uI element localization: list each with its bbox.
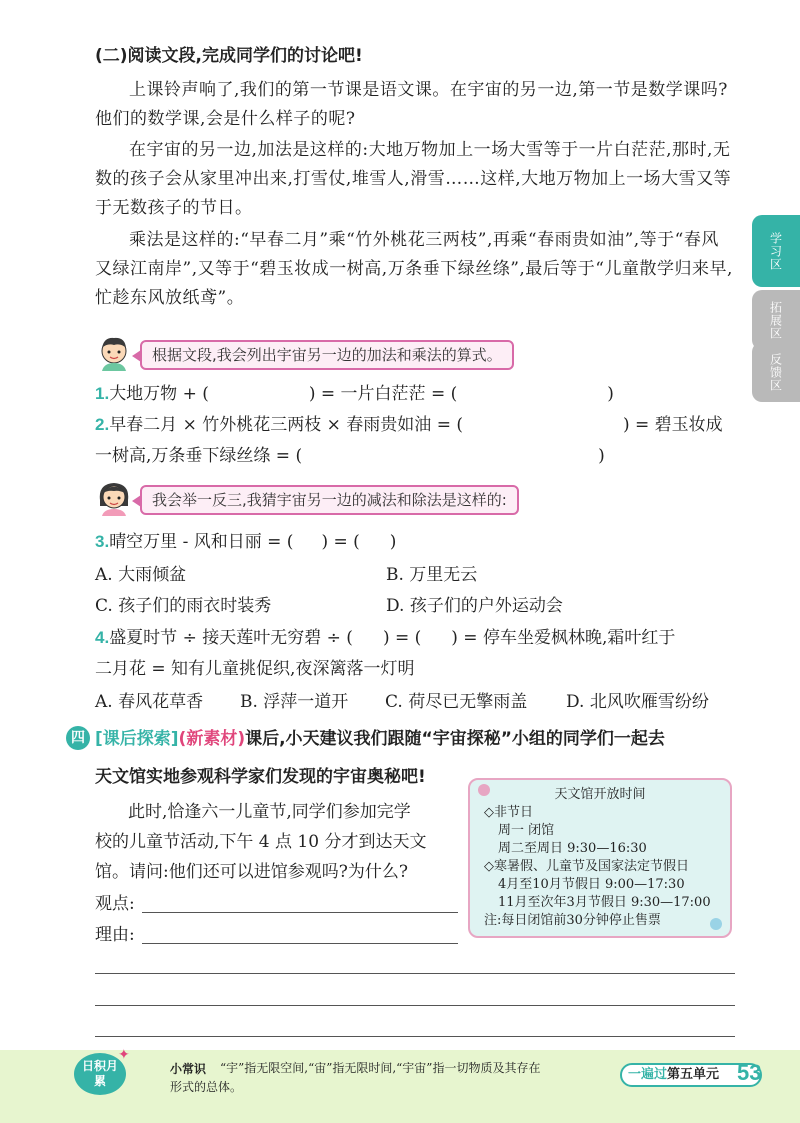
- notice-line: 注:每日闭馆前30分钟停止售票: [484, 913, 661, 928]
- section-4-title: [课后探索](新素材)课后,小天建议我们跟随“宇宙探秘”小组的同学们一起去: [95, 729, 665, 749]
- question-2-line2: 一树高,万条垂下绿丝绦 = ( ): [95, 446, 605, 466]
- notice-line: 周一 闭馆: [498, 823, 555, 838]
- question-1: 1.大地万物 + ( ) = 一片白茫茫 = ( ): [95, 384, 614, 404]
- notice-line: 11月至次年3月节假日 9:30—17:00: [498, 895, 711, 910]
- notice-pin-icon: [478, 784, 490, 796]
- notice-line: 周二至周日 9:30—16:30: [498, 841, 647, 856]
- answer-line-3[interactable]: [95, 1036, 735, 1037]
- q4-option-b[interactable]: B. 浮萍一道开: [240, 692, 349, 712]
- q3-option-b[interactable]: B. 万里无云: [386, 565, 478, 585]
- question-4: 4.盛夏时节 ÷ 接天莲叶无穷碧 ÷ ( ) = ( ) = 停车坐爱枫林晚,霜叶红于: [95, 628, 676, 648]
- answer-line-2[interactable]: [95, 1005, 735, 1006]
- notice-title: 天文馆开放时间: [554, 787, 646, 802]
- question-3: 3.晴空万里 - 风和日丽 = ( ) = ( ): [95, 532, 397, 552]
- q4-option-d[interactable]: D. 北风吹雁雪纷纷: [566, 692, 709, 712]
- notice-pin-icon: [710, 918, 722, 930]
- hint-bubble-1: 根据文段,我会列出宇宙另一边的加法和乘法的算式。: [140, 340, 514, 370]
- q4-option-c[interactable]: C. 荷尽已无擎雨盖: [385, 692, 528, 712]
- section-4-title-line2: 天文馆实地参观科学家们发现的宇宙奥秘吧!: [95, 767, 426, 787]
- planetarium-hours-card: [468, 778, 732, 938]
- notice-line: 4月至10月节假日 9:00—17:30: [498, 877, 685, 892]
- notice-line: ◇寒暑假、儿童节及国家法定节假日: [484, 859, 689, 874]
- paragraph-2: 在宇宙的另一边,加法是这样的:大地万物加上一场大雪等于一片白茫茫,那时,无数的孩子会从家里冲出来,打雪仗,堆雪人,滑雪……这样,大地万物加上一场大雪又等于无数孩子的节日。: [95, 140, 732, 218]
- brand-badge: 一遍过第五单元: [620, 1063, 762, 1087]
- tab-study[interactable]: 学习区: [752, 215, 800, 287]
- q3-option-a[interactable]: A. 大雨倾盆: [95, 565, 187, 585]
- boy-avatar-icon: [94, 333, 134, 371]
- section-4-badge: 四: [66, 726, 90, 750]
- new-material-tag: (新素材): [178, 729, 246, 749]
- q4-option-a[interactable]: A. 春风花草香: [95, 692, 204, 712]
- answer-line-1[interactable]: [95, 973, 735, 974]
- question-4-line2: 二月花 = 知有儿童挑促织,夜深篱落一灯明: [95, 659, 415, 679]
- view-answer-line[interactable]: [142, 912, 458, 913]
- section-4-body-2: 校的儿童节活动,下午 4 点 10 分才到达天文: [95, 832, 427, 852]
- reason-answer-line[interactable]: [142, 943, 458, 944]
- tip-label: 小常识: [170, 1062, 207, 1076]
- tip-text-1: “宇”指无限空间,“宙”指无限时间,“宇宙”指一切物质及其存在: [220, 1061, 541, 1075]
- girl-avatar-icon: [94, 478, 134, 516]
- footer-logo: 日积月累: [74, 1053, 126, 1095]
- section-4-body-1: 此时,恰逢六一儿童节,同学们参加完学: [128, 802, 411, 822]
- view-label: 观点:: [95, 894, 135, 914]
- paragraph-1: 上课铃声响了,我们的第一节课是语文课。在宇宙的另一边,第一节是数学课吗?他们的数学课,会是什么样子的呢?: [95, 80, 728, 129]
- notice-line: ◇非节日: [484, 805, 533, 820]
- sparkle-icon: ✦: [118, 1047, 130, 1063]
- section-title: (二)阅读文段,完成同学们的讨论吧!: [95, 46, 363, 66]
- tab-expand[interactable]: 拓展区: [752, 290, 800, 350]
- reason-label: 理由:: [95, 925, 135, 945]
- q3-option-c[interactable]: C. 孩子们的雨衣时装秀: [95, 596, 272, 616]
- q3-option-d[interactable]: D. 孩子们的户外运动会: [386, 596, 563, 616]
- explore-tag: [课后探索]: [95, 729, 179, 749]
- question-2: 2.早春二月 × 竹外桃花三两枝 × 春雨贵如油 = ( ) = 碧玉妆成: [95, 415, 723, 435]
- tip-text-2: 形式的总体。: [170, 1080, 243, 1094]
- page-number: 53: [737, 1060, 762, 1085]
- tab-feedback[interactable]: 反馈区: [752, 342, 800, 402]
- section-4-body-3: 馆。请问:他们还可以进馆参观吗?为什么?: [95, 862, 408, 882]
- hint-bubble-2: 我会举一反三,我猜宇宙另一边的减法和除法是这样的:: [140, 485, 519, 515]
- paragraph-3: 乘法是这样的:“早春二月”乘“竹外桃花三两枝”,再乘“春雨贵如油”,等于“春风又绿江南岸”,又等于“碧玉妆成一树高,万条垂下绿丝绦”,最后等于“儿童散学归来早,忙趁东风放纸鸢”。: [95, 230, 733, 308]
